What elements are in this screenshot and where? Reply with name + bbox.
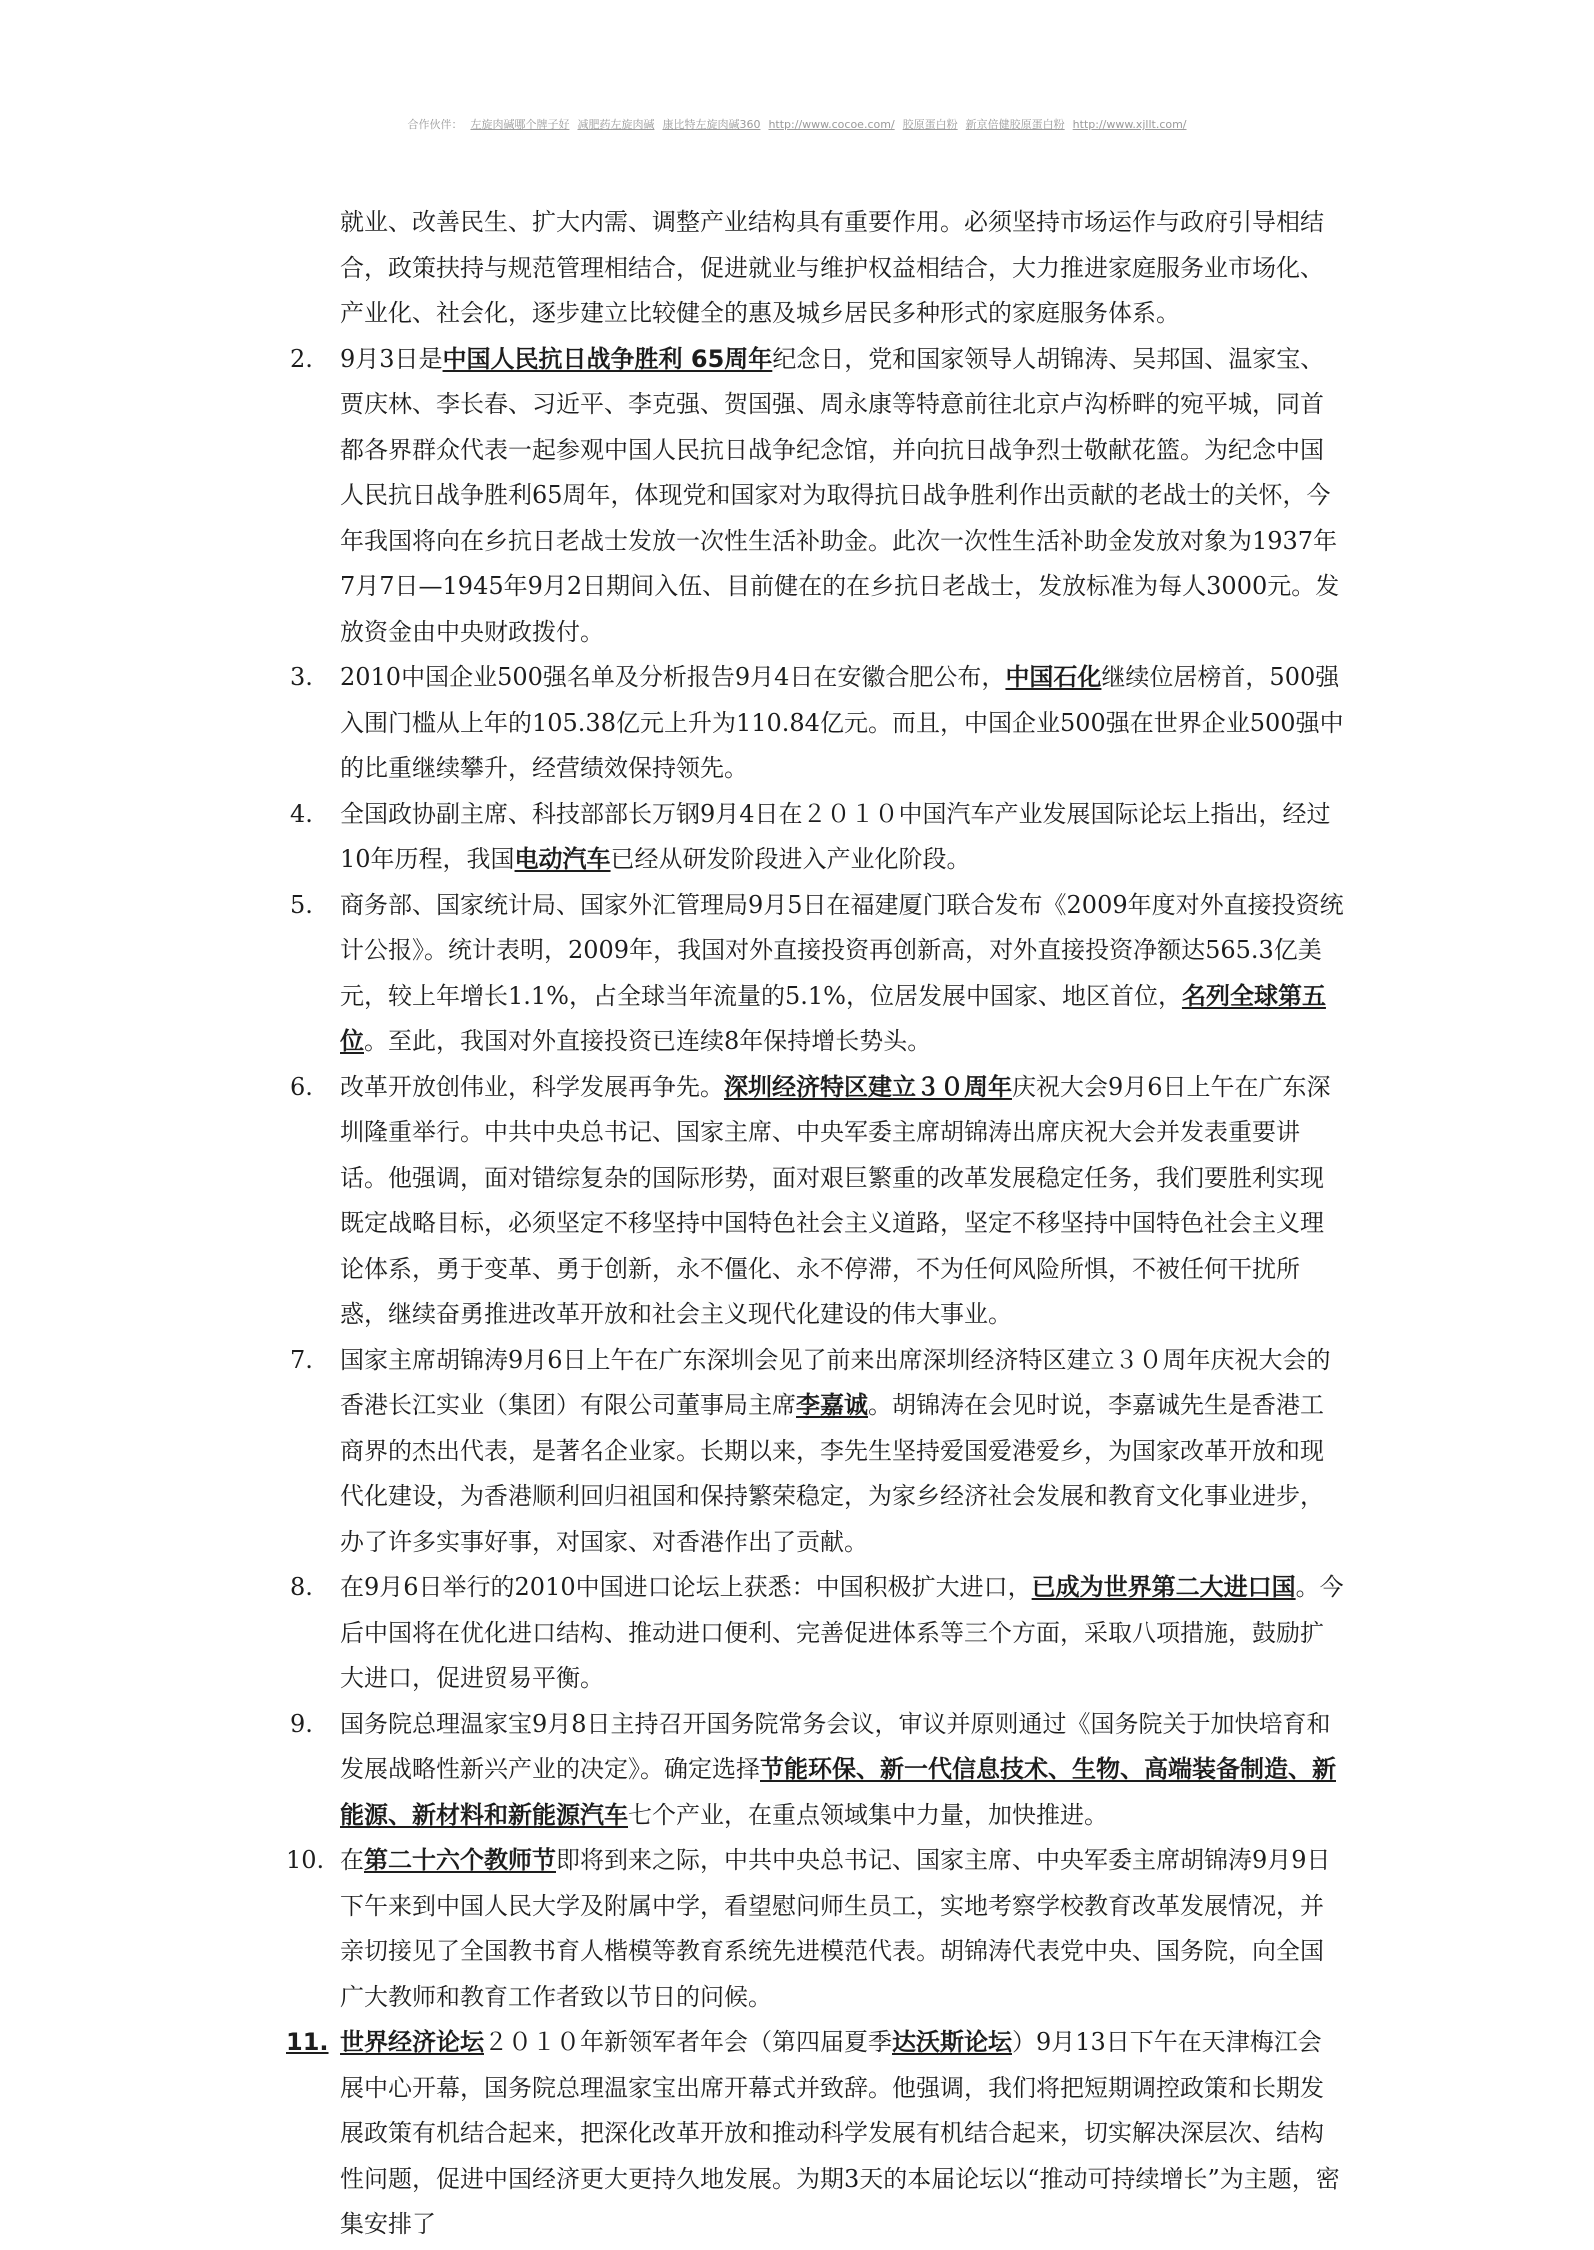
highlighted-keyword: 名列全球第五位 (340, 981, 1326, 1055)
highlighted-keyword: 深圳经济特区建立３０周年 (724, 1072, 1012, 1101)
list-item-number: 5. (290, 890, 313, 919)
list-item (290, 1565, 1344, 1702)
list-item (290, 200, 1344, 337)
list-item (290, 1065, 1344, 1338)
list-item-number: 6. (290, 1072, 313, 1101)
list-item-number: 8. (290, 1573, 313, 1601)
body-text: 继续位居榜首，500强入围门槛从上年的105.38亿元上升为110.84亿元。而且，中国企业500强在世界企业500强中的比重继续攀升，经营绩效保持领先。 (340, 663, 1344, 782)
list-item (290, 337, 1344, 656)
highlighted-keyword: 中国石化 (1005, 663, 1102, 691)
header-link[interactable]: 左旋肉碱哪个牌子好 (470, 118, 570, 131)
body-text: 庆祝大会9月6日上午在广东深圳隆重举行。中共中央总书记、国家主席、中央军委主席胡锦涛出席庆祝大会并发表重要讲话。他强调，面对错综复杂的国际形势，面对艰巨繁重的改革发展稳定任务，我们要胜利实现既定战略目标，必须坚定不移坚持中国特色社会主义道路，坚定不移坚持中国特色社会主义理论体系，勇于变革、勇于创新，永不僵化、永不停滞，不为任何风险所惧，不被任何干扰所惑，继续奋勇推进改革开放和社会主义现代化建设的伟大事业。 (340, 1072, 1331, 1328)
highlighted-keyword: 第二十六个教师节 (364, 1846, 556, 1874)
body-text: 改革开放创伟业，科学发展再争先。 (340, 1072, 724, 1101)
list-item-number: 4. (290, 799, 313, 828)
header-link[interactable]: 康比特左旋肉碱360 (662, 118, 761, 131)
body-text: 。今后中国将在优化进口结构、推动进口便利、完善促进体系等三个方面，采取八项措施，鼓励扩大进口，促进贸易平衡。 (340, 1573, 1344, 1692)
document-body (286, 200, 1344, 2248)
header-partner-links (0, 116, 1594, 132)
list-item (290, 792, 1344, 883)
list-item (290, 1338, 1344, 1566)
list-item-number: 11. (286, 2028, 329, 2056)
list-item (286, 2020, 1344, 2248)
body-text: 。胡锦涛在会见时说，李嘉诚先生是香港工商界的杰出代表，是著名企业家。长期以来，李先生坚持爱国爱港爱乡，为国家改革开放和现代化建设，为香港顺利回归祖国和保持繁荣稳定，为家乡经济社会发展和教育文化事业进步，办了许多实事好事，对国家、对香港作出了贡献。 (340, 1391, 1324, 1556)
highlighted-keyword: 李嘉诚 (796, 1391, 868, 1419)
highlighted-keyword: 世界经济论坛 (340, 2028, 484, 2056)
body-text: 已经从研发阶段进入产业化阶段。 (610, 845, 971, 873)
body-text: ）9月13日下午在天津梅江会展中心开幕，国务院总理温家宝出席开幕式并致辞。他强调，我们将把短期调控政策和长期发展政策有机结合起来，把深化改革开放和推动科学发展有机结合起来，切实解决深层次、结构性问题，促进中国经济更大更持久地发展。为期3天的本届论坛以“推动可持续增长”为主题，密集安排了 (340, 2028, 1340, 2238)
body-text: 在 (340, 1846, 364, 1874)
highlighted-keyword: 电动汽车 (514, 845, 611, 873)
body-text: 2010中国企业500强名单及分析报告9月4日在安徽合肥公布， (340, 663, 1006, 691)
body-text: 就业、改善民生、扩大内需、调整产业结构具有重要作用。必须坚持市场运作与政府引导相结合，政策扶持与规范管理相结合，促进就业与维护权益相结合，大力推进家庭服务业市场化、产业化、社会化，逐步建立比较健全的惠及城乡居民多种形式的家庭服务体系。 (340, 208, 1324, 327)
body-text: 在9月6日举行的2010中国进口论坛上获悉：中国积极扩大进口， (340, 1573, 1032, 1601)
list-item-number: 9. (290, 1709, 313, 1738)
header-link[interactable]: 胶原蛋白粉 (902, 118, 958, 131)
body-text: 9月3日是 (340, 344, 443, 373)
header-link[interactable]: http://www.cocoe.com/ (768, 118, 895, 131)
highlighted-keyword: 节能环保、新一代信息技术、生物、高端装备制造、新能源、新材料和新能源汽车 (340, 1755, 1336, 1829)
body-text: 即将到来之际，中共中央总书记、国家主席、中央军委主席胡锦涛9月9日下午来到中国人民大学及附属中学，看望慰问师生员工，实地考察学校教育改革发展情况，并亲切接见了全国教书育人楷模等教育系统先进模范代表。胡锦涛代表党中央、国务院，向全国广大教师和教育工作者致以节日的问候。 (340, 1846, 1331, 2011)
list-item (290, 1702, 1344, 1839)
body-text: 商务部、国家统计局、国家外汇管理局9月5日在福建厦门联合发布《2009年度对外直接投资统计公报》。统计表明，2009年，我国对外直接投资再创新高，对外直接投资净额达565.3亿美元，较上年增长1.1%，占全球当年流量的5.1%，位居发展中国家、地区首位， (340, 890, 1344, 1010)
list-item-number: 10. (286, 1846, 325, 1874)
list-item-number: 2. (290, 344, 313, 373)
header-link[interactable]: 新京倍健胶原蛋白粉 (965, 118, 1065, 131)
list-item-number: 7. (290, 1345, 313, 1374)
header-label: 合作伙伴： (407, 118, 463, 131)
list-item (290, 655, 1344, 792)
highlighted-keyword: 已成为世界第二大进口国 (1031, 1573, 1296, 1601)
header-link[interactable]: 减肥药左旋肉碱 (577, 118, 655, 131)
highlighted-keyword: 中国人民抗日战争胜利 65周年 (442, 344, 773, 373)
body-text: 全国政协副主席、科技部部长万钢9月4日在２０１０中国汽车产业发展国际论坛上指出，经过10年历程，我国 (340, 799, 1331, 873)
body-text: 国务院总理温家宝9月8日主持召开国务院常务会议，审议并原则通过《国务院关于加快培育和发展战略性新兴产业的决定》。确定选择 (340, 1709, 1331, 1783)
list-item-number: 3. (290, 663, 313, 691)
body-text: ２０１０年新领军者年会（第四届夏季 (484, 2028, 892, 2056)
body-text: 国家主席胡锦涛9月6日上午在广东深圳会见了前来出席深圳经济特区建立３０周年庆祝大会的香港长江实业（集团）有限公司董事局主席 (340, 1345, 1331, 1419)
list-item (286, 1838, 1344, 2020)
highlighted-keyword: 达沃斯论坛 (892, 2028, 1012, 2056)
body-text: 七个产业，在重点领域集中力量，加快推进。 (628, 1800, 1108, 1829)
body-text: 纪念日，党和国家领导人胡锦涛、吴邦国、温家宝、贾庆林、李长春、习近平、李克强、贺国强、周永康等特意前往北京卢沟桥畔的宛平城，同首都各界群众代表一起参观中国人民抗日战争纪念馆，并向抗日战争烈士敬献花篮。为纪念中国人民抗日战争胜利65周年，体现党和国家对为取得抗日战争胜利作出贡献的老战士的关怀，今年我国将向在乡抗日老战士发放一次性生活补助金。此次一次性生活补助金发放对象为1937年7月7日—1945年9月2日期间入伍、目前健在的在乡抗日老战士，发放标准为每人3000元。发放资金由中央财政拨付。 (340, 344, 1340, 646)
body-text: 。至此，我国对外直接投资已连续8年保持增长势头。 (364, 1027, 932, 1055)
list-item (290, 883, 1344, 1065)
header-link[interactable]: http://www.xjllt.com/ (1072, 118, 1187, 131)
